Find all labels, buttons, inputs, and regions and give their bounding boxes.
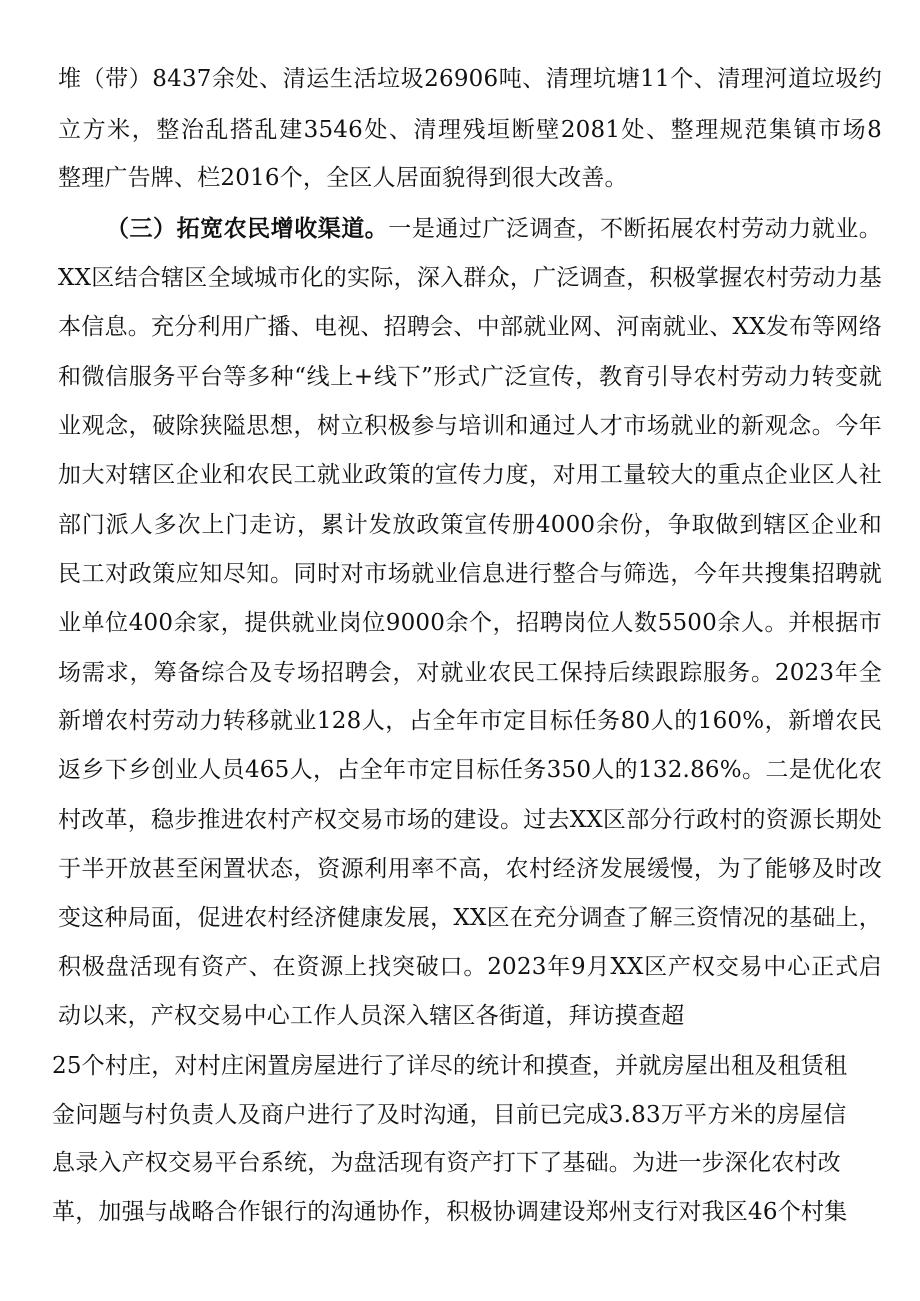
paragraph-line-3: 整理广告牌、栏2016个，全区人居面貌得到很大改善。	[58, 165, 628, 191]
section-intro-text: 一是通过广泛调查，不断拓展农村劳动力就业。	[388, 216, 882, 242]
paragraph-line-8: 业观念，破除狭隘思想，树立积极参与培训和通过人才市场就业的新观念。今年	[58, 413, 882, 439]
paragraph-line-18: 变这种局面，促进农村经济健康发展，XX区在充分调查了解三资情况的基础上，	[58, 905, 882, 931]
paragraph-line-16: 村改革，稳步推进农村产权交易市场的建设。过去XX区部分行政村的资源长期处	[58, 807, 882, 833]
paragraph-line-11: 民工对政策应知尽知。同时对市场就业信息进行整合与筛选，今年共搜集招聘就	[58, 561, 882, 587]
section-heading-line	[106, 214, 882, 244]
paragraph-line-13: 场需求，筹备综合及专场招聘会，对就业农民工保持后续跟踪服务。2023年全	[58, 660, 882, 686]
paragraph-line-1: 堆（带）8437余处、清运生活垃圾26906吨、清理坑塘11个、清理河道垃圾约	[58, 66, 882, 92]
paragraph-line-22: 金问题与村负责人及商户进行了及时沟通，目前已完成3.83万平方米的房屋信	[52, 1102, 847, 1128]
paragraph-line-23: 息录入产权交易平台系统，为盘活现有资产打下了基础。为进一步深化农村改	[52, 1150, 841, 1176]
paragraph-line-10: 部门派人多次上门走访，累计发放政策宣传册4000余份，争取做到辖区企业和	[58, 512, 882, 538]
paragraph-line-14: 新增农村劳动力转移就业128人，占全年市定目标任务80人的160%，新增农民	[58, 708, 882, 734]
paragraph-line-19: 积极盘活现有资产、在资源上找突破口。2023年9月XX区产权交易中心正式启	[58, 954, 882, 980]
paragraph-line-6: 本信息。充分利用广播、电视、招聘会、中部就业网、河南就业、XX发布等网络	[58, 314, 882, 340]
paragraph-line-17: 于半开放甚至闲置状态，资源利用率不高，农村经济发展缓慢，为了能够及时改	[58, 856, 882, 882]
paragraph-line-15: 返乡下乡创业人员465人，占全年市定目标任务350人的132.86%。二是优化农	[58, 757, 882, 783]
paragraph-line-7: 和微信服务平台等多种“线上+线下”形式广泛宣传，教育引导农村劳动力转变就	[58, 364, 882, 390]
paragraph-line-2: 立方米，整治乱搭乱建3546处、清理残垣断壁2081处、整理规范集镇市场8	[58, 117, 882, 143]
paragraph-line-5: XX区结合辖区全域城市化的实际，深入群众，广泛调查，积极掌握农村劳动力基	[58, 265, 882, 291]
paragraph-line-24: 革，加强与战略合作银行的沟通协作，积极协调建设郑州支行对我区46个村集	[52, 1199, 848, 1225]
paragraph-line-12: 业单位400余家，提供就业岗位9000余个，招聘岗位人数5500余人。并根据市	[58, 610, 882, 636]
paragraph-line-20: 动以来，产权交易中心工作人员深入辖区各街道，拜访摸查超	[58, 1003, 685, 1029]
paragraph-line-21: 25个村庄，对村庄闲置房屋进行了详尽的统计和摸查，并就房屋出租及租赁租	[52, 1053, 848, 1079]
paragraph-line-9: 加大对辖区企业和农民工就业政策的宣传力度，对用工量较大的重点企业区人社	[58, 462, 882, 488]
section-heading: （三）拓宽农民增收渠道。	[106, 215, 389, 242]
